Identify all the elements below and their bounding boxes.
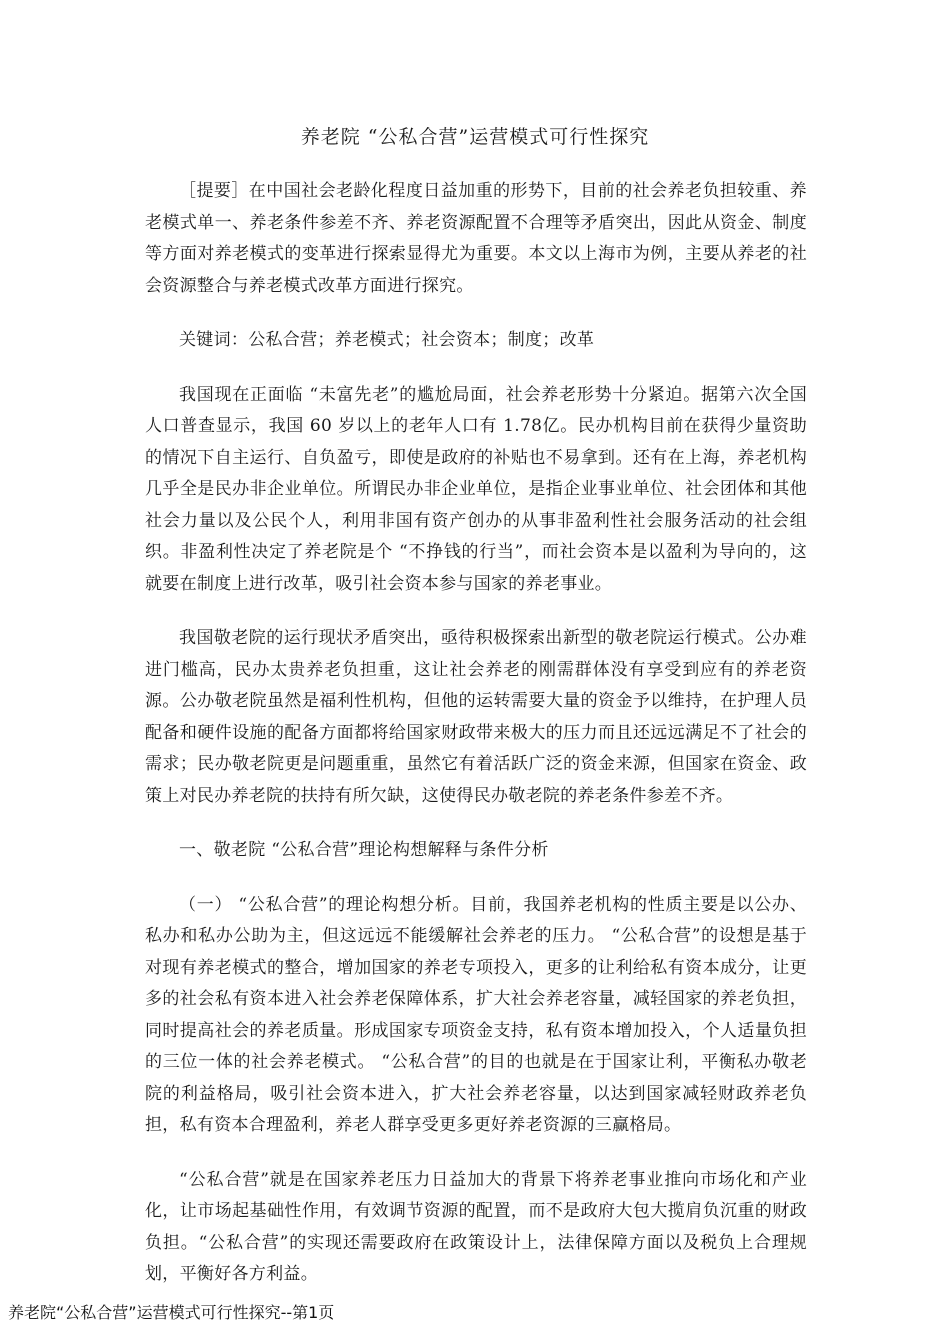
keywords-paragraph: 关键词：公私合营；养老模式；社会资本；制度；改革 xyxy=(179,330,595,350)
section-heading-1: 一、敬老院 “公私合营”理论构想解释与条件分析 xyxy=(179,840,549,860)
document-body xyxy=(145,176,807,1314)
abstract-paragraph: ［提要］在中国社会老龄化程度日益加重的形势下，目前的社会养老负担较重、养老模式单一、养老条件参差不齐、养老资源配置不合理等矛盾突出，因此从资金、制度等方面对养老模式的变革进行探索显得尤为重要。本文以上海市为例，主要从养老的社会资源整合与养老模式改革方面进行探究。 xyxy=(145,181,807,296)
body-paragraph-4: “公私合营”就是在国家养老压力日益加大的背景下将养老事业推向市场化和产业化，让市场起基础性作用，有效调节资源的配置，而不是政府大包大揽肩负沉重的财政负担。“公私合营”的实现还需要政府在政策设计上，法律保障方面以及税负上合理规划，平衡好各方利益。 xyxy=(145,1169,807,1284)
body-paragraph-3: （一） “公私合营”的理论构想分析。目前，我国养老机构的性质主要是以公办、私办和私办公助为主，但这远远不能缓解社会养老的压力。 “公私合营”的设想是基于对现有养老模式的整合，增加国家的养老专项投入，更多的让利给私有资本成分，让更多的社会私有资本进入社会养老保障体系，扩大社会养老容量，减轻国家的养老负担，同时提高社会的养老质量。形成国家专项资金支持，私有资本增加投入，个人适量负担的三位一体的社会养老模式。 “公私合营”的目的也就是在于国家让利，平衡私办敬老院的利益格局，吸引社会资本进入，扩大社会养老容量，以达到国家减轻财政养老负担，私有资本合理盈利，养老人群享受更多更好养老资源的三赢格局。 xyxy=(145,894,807,1135)
body-paragraph-1: 我国现在正面临 “未富先老”的尴尬局面，社会养老形势十分紧迫。据第六次全国人口普查显示，我国 60 岁以上的老年人口有 1.78亿。民办机构目前在获得少量资助的情况下自主运行、自负盈亏，即使是政府的补贴也不易拿到。还有在上海，养老机构几乎全是民办非企业单位。所谓民办非企业单位，是指企业事业单位、社会团体和其他社会力量以及公民个人，利用非国有资产创办的从事非盈利性社会服务活动的社会组织。非盈利性决定了养老院是个 “不挣钱的行当”，而社会资本是以盈利为导向的，这就要在制度上进行改革，吸引社会资本参与国家的养老事业。 xyxy=(145,384,807,594)
document-title: 养老院 “公私合营”运营模式可行性探究 xyxy=(300,126,650,148)
page-footer: 养老院“公私合营”运营模式可行性探究--第1页 xyxy=(8,1303,335,1322)
body-paragraph-2: 我国敬老院的运行现状矛盾突出，亟待积极探索出新型的敬老院运行模式。公办难进门槛高，民办太贵养老负担重，这让社会养老的刚需群体没有享受到应有的养老资源。公办敬老院虽然是福利性机构，但他的运转需要大量的资金予以维持，在护理人员配备和硬件设施的配备方面都将给国家财政带来极大的压力而且还远远满足不了社会的需求；民办敬老院更是问题重重，虽然它有着活跃广泛的资金来源，但国家在资金、政策上对民办养老院的扶持有所欠缺，这使得民办敬老院的养老条件参差不齐。 xyxy=(145,628,807,806)
